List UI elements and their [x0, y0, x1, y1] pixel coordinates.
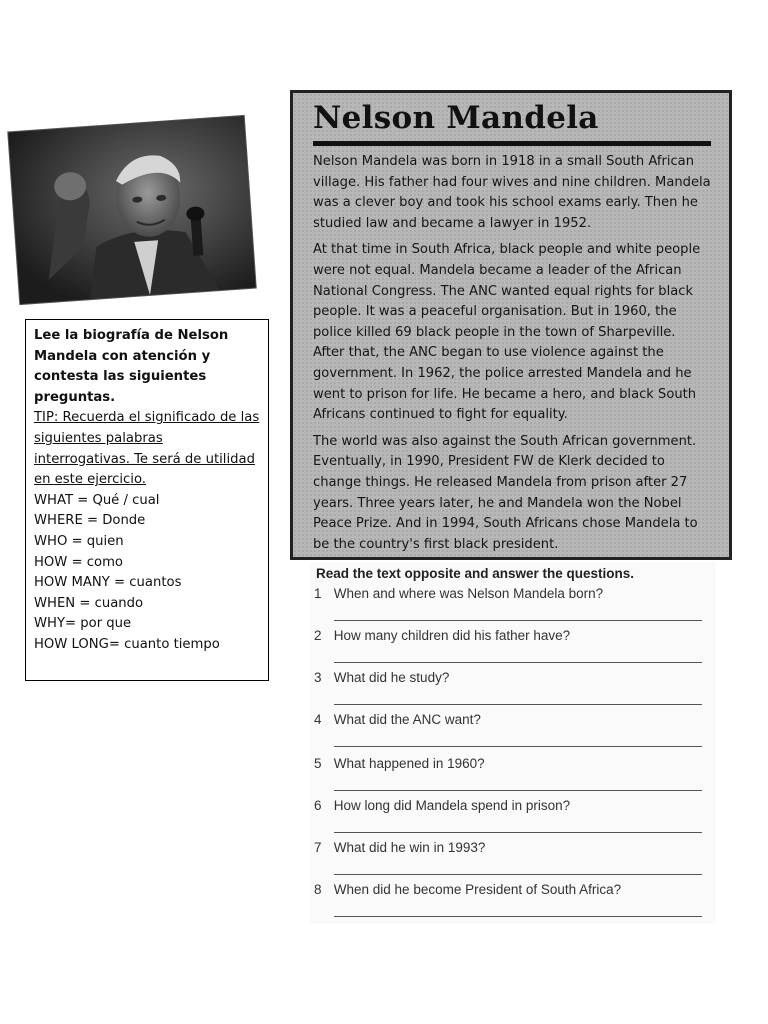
question-text: What did he study? — [333, 670, 450, 685]
question-item — [314, 586, 706, 601]
mandela-photo — [8, 116, 255, 304]
article-title: Nelson Mandela — [313, 100, 599, 136]
question-item — [314, 712, 706, 727]
article-panel — [290, 90, 732, 560]
question-number: 7 — [314, 840, 322, 855]
question-item — [314, 882, 706, 897]
answer-line[interactable] — [334, 704, 702, 705]
instruction-box — [25, 319, 269, 681]
vocab-item: HOW LONG= cuanto tiempo — [34, 636, 220, 652]
vocab-item: WHERE = Donde — [34, 513, 146, 529]
answer-line[interactable] — [334, 916, 702, 917]
question-text: What did he win in 1993? — [333, 840, 486, 855]
answer-line[interactable] — [334, 620, 702, 621]
questions-heading: Read the text opposite and answer the questions. — [316, 566, 635, 581]
question-number: 8 — [314, 882, 322, 897]
question-text: How long did Mandela spend in prison? — [333, 798, 571, 813]
question-text: When did he become President of South Africa? — [333, 882, 622, 897]
vocab-item: WHO = quien — [34, 533, 124, 549]
question-number: 4 — [314, 712, 322, 727]
question-number: 3 — [314, 670, 322, 685]
question-number: 5 — [314, 756, 322, 771]
question-item — [314, 798, 706, 813]
answer-line[interactable] — [334, 790, 702, 791]
question-text: What happened in 1960? — [333, 756, 485, 771]
article-paragraph: Nelson Mandela was born in 1918 in a small South African village. His father had four wives and nine children. Mandela was a clever boy and took his school exams early. Then he studied law and became a lawyer in 1952. — [313, 154, 711, 231]
title-rule — [313, 141, 711, 146]
answer-line[interactable] — [334, 874, 702, 875]
vocab-item: WHEN = cuando — [34, 595, 144, 611]
instruction-tip: TIP: Recuerda el significado de las siguientes palabras interrogativas. Te será de utilidad en este ejercicio. — [34, 410, 260, 488]
vocab-item: WHAT = Qué / cual — [34, 492, 160, 508]
question-number: 2 — [314, 628, 322, 643]
instruction-lead: Lee la biografía de Nelson Mandela con atención y contesta las siguientes preguntas. — [34, 328, 229, 405]
article-paragraph: At that time in South Africa, black people and white people were not equal. Mandela became a leader of the African National Congress. The ANC wanted equal rights for black people. It was a peaceful organisation. But in 1960, the police killed 69 black people in the town of Sharpeville. After that, the ANC began to use violence against the government. In 1962, the police arrested Mandela and he went to prison for life. He became a hero, and black South Africans continued to fight for equality. — [313, 242, 701, 423]
vocab-list — [34, 491, 260, 656]
vocab-item: HOW = como — [34, 554, 124, 570]
question-text: When and where was Nelson Mandela born? — [333, 586, 604, 601]
answer-line[interactable] — [334, 746, 702, 747]
question-item — [314, 756, 706, 771]
article-paragraph: The world was also against the South African government. Eventually, in 1990, President FW de Klerk decided to change things. He released Mandela from prison after 27 years. Three years later, he and Mandela won the Nobel Peace Prize. And in 1994, South Africans chose Mandela to be the country's first black president. — [313, 433, 698, 552]
question-item — [314, 670, 706, 685]
question-number: 1 — [314, 586, 322, 601]
question-item — [314, 628, 706, 643]
question-text: How many children did his father have? — [333, 628, 571, 643]
answer-line[interactable] — [334, 662, 702, 663]
vocab-item: WHY= por que — [34, 616, 132, 632]
question-number: 6 — [314, 798, 322, 813]
questions-section — [310, 562, 716, 924]
question-text: What did the ANC want? — [333, 712, 481, 727]
answer-line[interactable] — [334, 832, 702, 833]
question-item — [314, 840, 706, 855]
vocab-item: HOW MANY = cuantos — [34, 575, 182, 591]
